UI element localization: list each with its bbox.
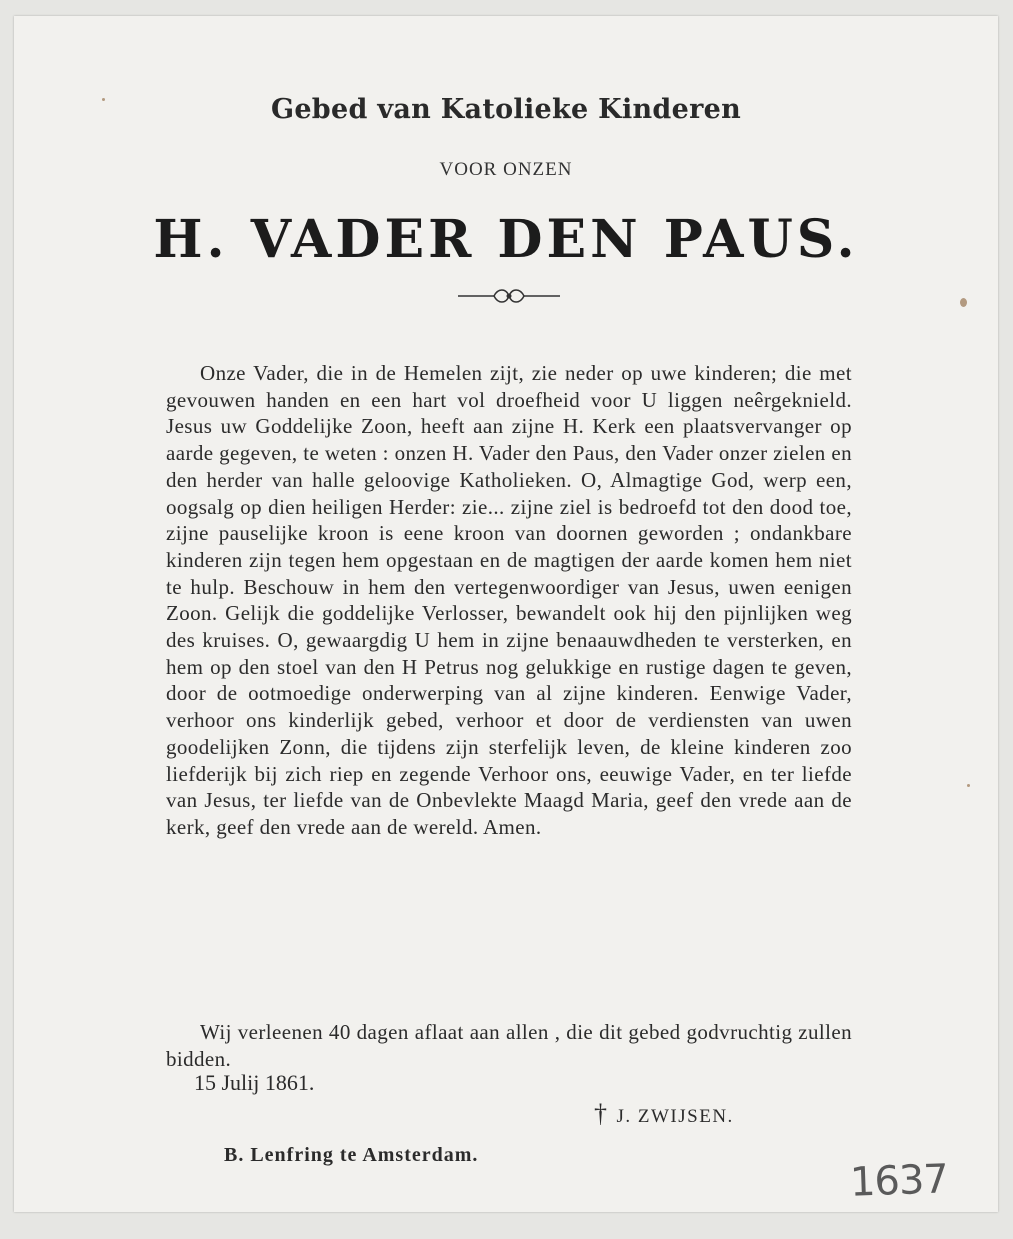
document-date: 15 Julij 1861.	[194, 1070, 315, 1095]
paper-spot	[960, 298, 967, 307]
paper-spot	[967, 784, 970, 787]
title-line-1: Gebed van Katolieke Kinderen	[270, 94, 742, 125]
prayer-text: Onze Vader, die in de Hemelen zijt, zie neder op uwe kinderen; die met gevouwen handen en een hart vol droefheid voor U liggen neêrgeknield. Jesus uw Goddelijke Zoon, heeft aan zijne H. Kerk een plaatsvervanger op aarde gegeven, te weten : onzen H. Vader den Paus, den Vader onzer zielen en den herder van halle geloovige Katholieken. O, Almagtige God, werp een, oogsalg op dien heiligen Herder: zie... zijne ziel is bedroefd tot den dood toe, zijne pauselijke kroon is eene kroon van doornen geworden ; ondankbare kinderen zijn tegen hem opgestaan en de magtigen der aarde komen hem niet te hulp. Beschouw in hem den vertegenwoordiger van Jesus, uwen eenigen Zoon. Gelijk die goddelijke Verlosser, bewandelt ook hij den pijnlijken weg des kruises. O, gewaargdig U hem in zijne benaauwdheden te versterken, en hem op den stoel van den H Petrus nog gelukkige en rustige dagen te geven, door de ootmoedige onderwerping van al zijne kinderen. Eenwige Vader, verhoor ons kinderlijk gebed, verhoor et door de verdiensten van uwen goodelijken Zonn, die tijdens zijn sterfelijk leven, de kleine kinderen zoo liefderijk bij zich riep en zegende Verhoor ons, eeuwige Vader, en ter liefde van Jesus, ter liefde van de Onbevlekte Maagd Maria, geef den vrede aan de kerk, geef den vrede aan de wereld. Amen.	[166, 361, 852, 839]
printer-line: B. Lenfring te Amsterdam.	[224, 1144, 479, 1166]
paper-spot	[102, 98, 105, 101]
ornament-divider-icon	[454, 284, 564, 308]
document-sheet	[14, 16, 998, 1212]
signature-name: J. ZWIJSEN.	[616, 1106, 734, 1127]
signature-block	[594, 1099, 734, 1129]
title-line-2: VOOR ONZEN	[439, 159, 573, 180]
catalog-number: 1637	[849, 1156, 949, 1206]
title-line-3: H. VADER DEN PAUS.	[153, 209, 859, 270]
cross-symbol: †	[594, 1099, 609, 1128]
indulgence-text: Wij verleenen 40 dagen aflaat aan allen , die dit gebed godvruchtig zullen bidden.	[166, 1020, 852, 1071]
